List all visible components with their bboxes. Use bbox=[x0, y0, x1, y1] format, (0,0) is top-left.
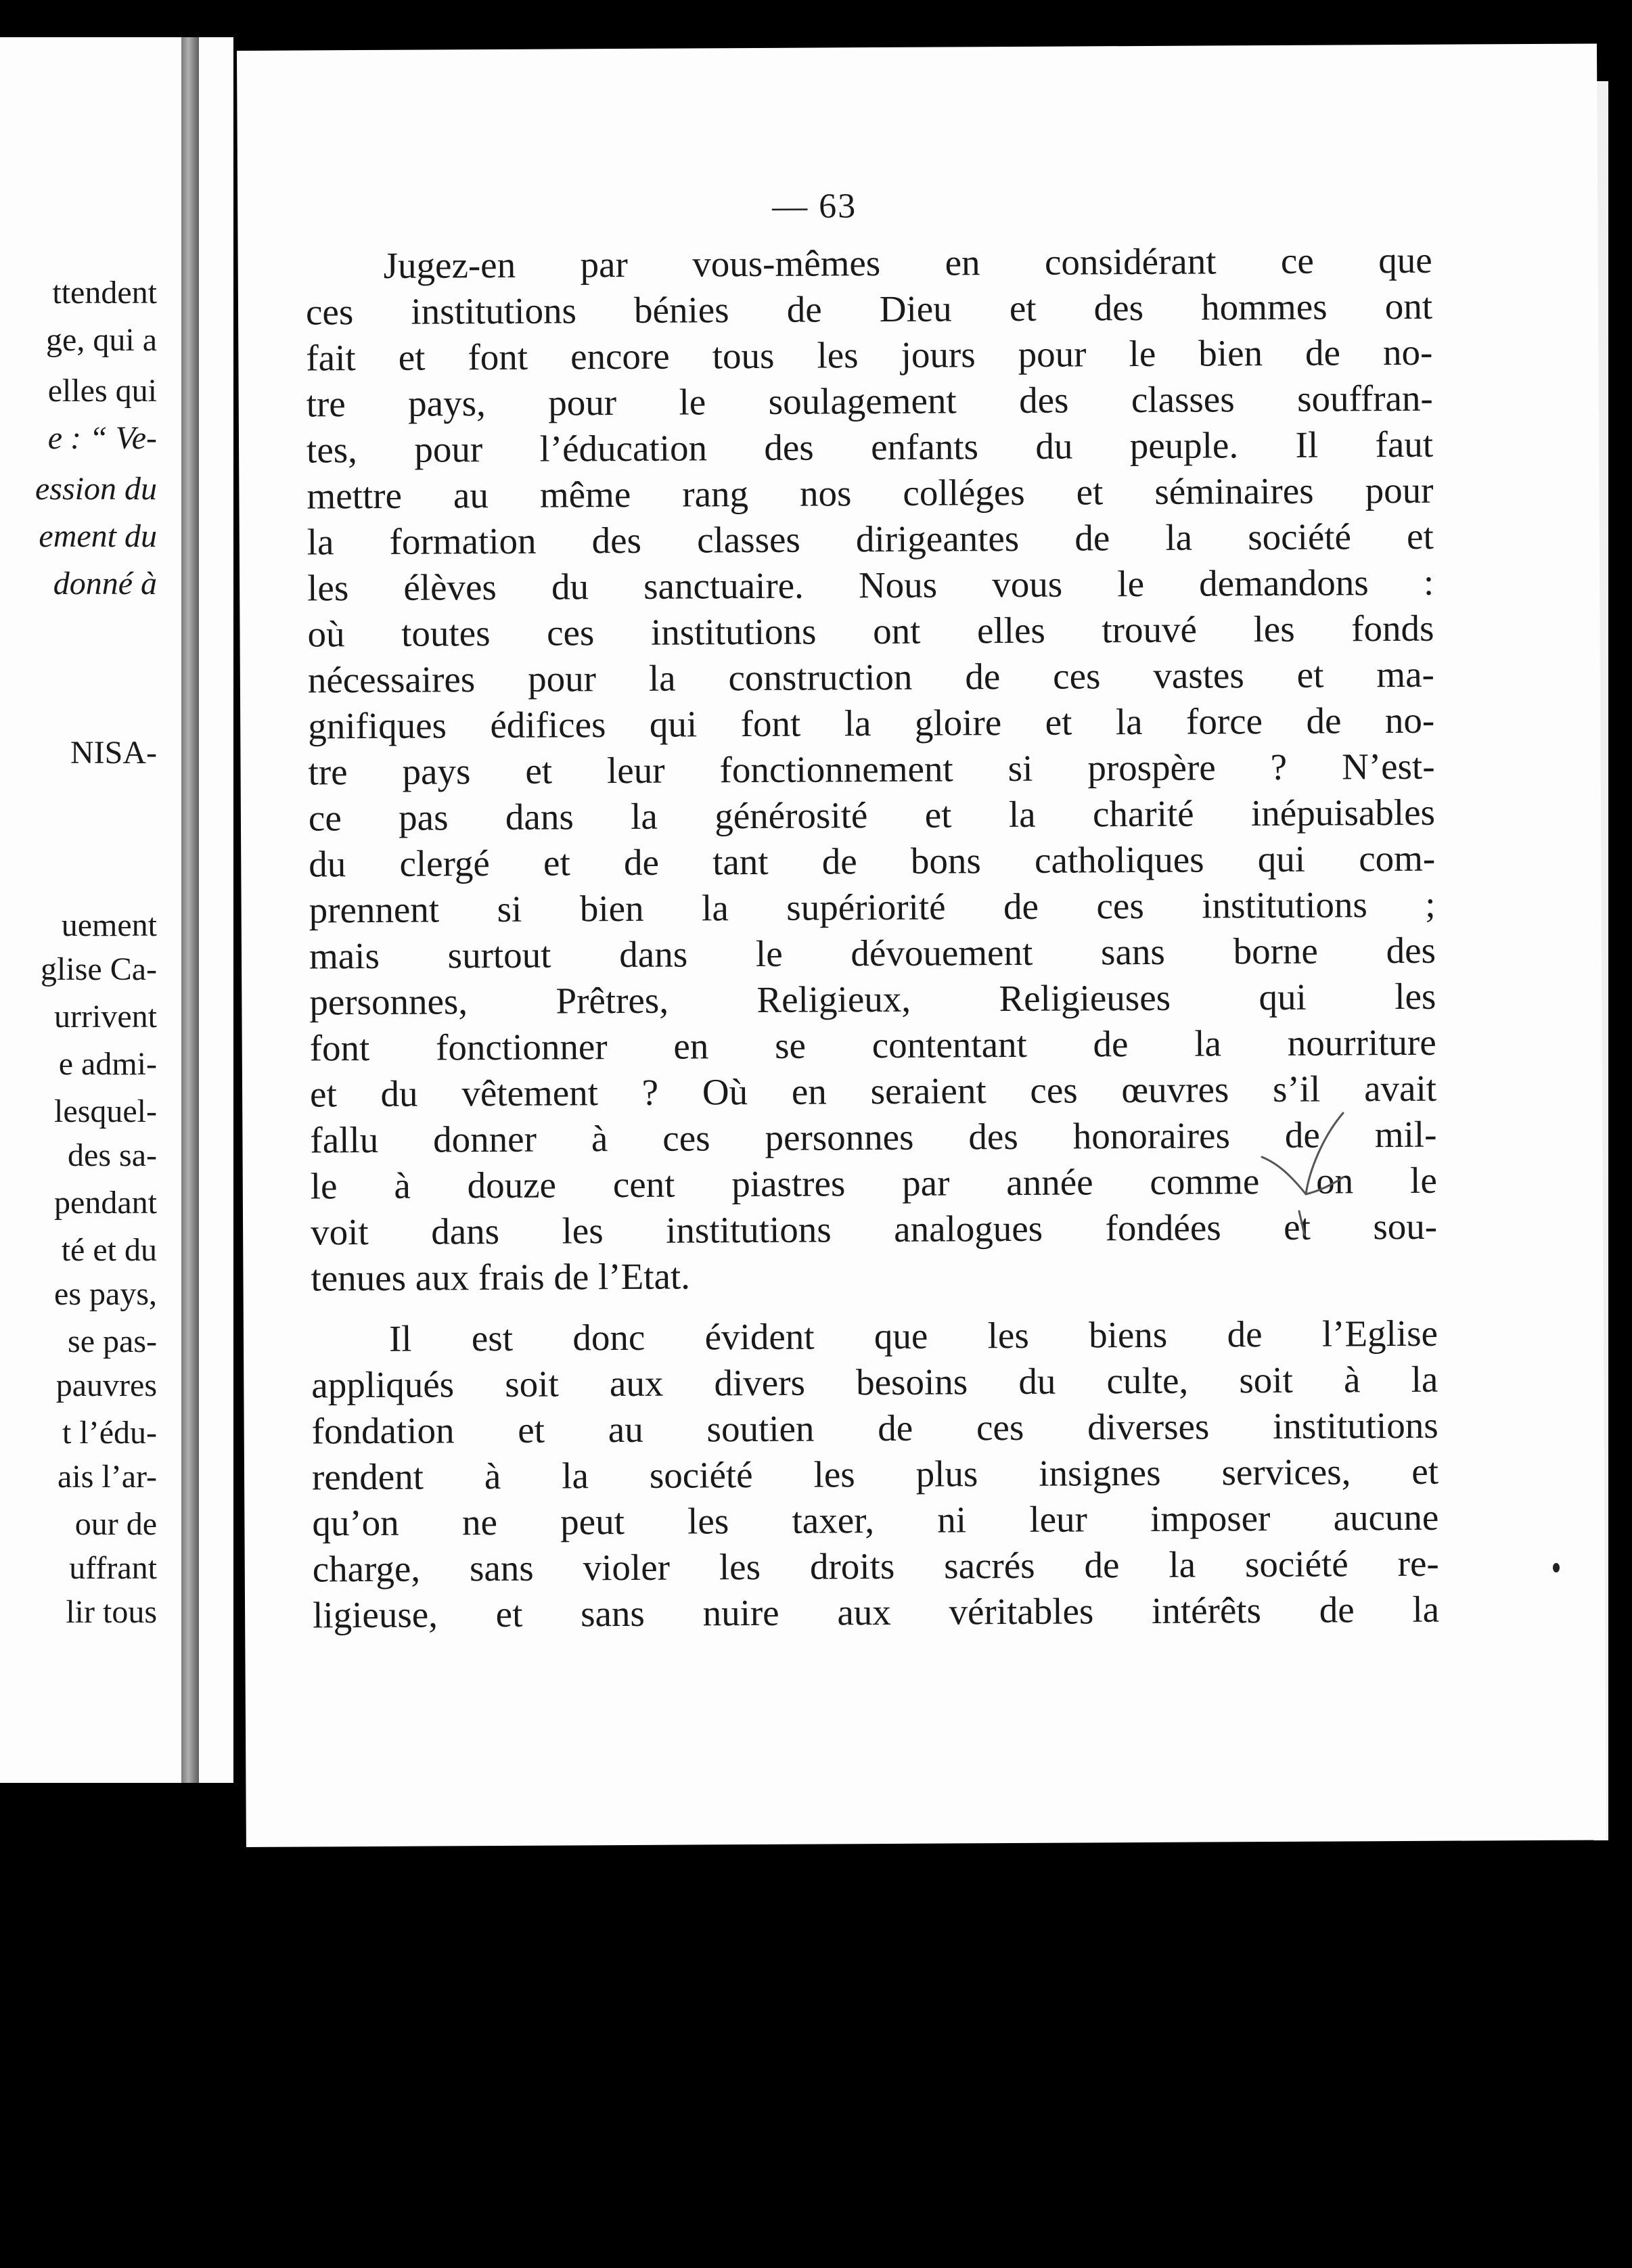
text-line: où toutes ces institutions ont elles trouvé les fonds bbox=[307, 607, 1434, 655]
left-page-line: donné à bbox=[53, 566, 157, 602]
text-line: tes, pour l’éducation des enfants du peuple. Il faut bbox=[306, 423, 1434, 471]
left-page-line: se pas- bbox=[68, 1323, 157, 1359]
left-page-line: uement bbox=[61, 907, 157, 943]
left-page-line: pauvres bbox=[55, 1367, 157, 1403]
text-line: Jugez-en par vous-mêmes en considérant ce que bbox=[383, 239, 1432, 286]
left-page-line: ge, qui a bbox=[46, 322, 157, 358]
left-page-line: lir tous bbox=[66, 1594, 157, 1630]
text-line: mettre au même rang nos colléges et séminaires pour bbox=[307, 469, 1434, 517]
text-line: charge, sans violer les droits sacrés de la société re- bbox=[312, 1542, 1439, 1590]
text-line: tre pays, pour le soulagement des classes souffran- bbox=[306, 377, 1433, 425]
text-line: les élèves du sanctuaire. Nous vous le demandons : bbox=[307, 561, 1434, 609]
text-line: qu’on ne peut les taxer, ni leur imposer aucune bbox=[312, 1496, 1439, 1544]
left-page-line: NISA- bbox=[70, 735, 157, 771]
book-gutter bbox=[181, 37, 199, 1783]
left-page-line: e admi- bbox=[58, 1046, 157, 1082]
text-line: voit dans les institutions analogues fondées et sou- bbox=[310, 1205, 1438, 1253]
text-line: Il est donc évident que les biens de l’Eglise bbox=[388, 1312, 1438, 1359]
text-line: rendent à la société les plus insignes services, et bbox=[311, 1450, 1439, 1498]
margin-dot bbox=[1553, 1563, 1560, 1572]
left-page-line: ttendent bbox=[52, 275, 157, 311]
page-number: — 63 bbox=[772, 187, 857, 226]
text-line: fait et font encore tous les jours pour le bien de no- bbox=[306, 331, 1433, 379]
handwritten-check-mark bbox=[1259, 1110, 1353, 1238]
left-page-line: lesquel- bbox=[54, 1093, 157, 1129]
left-page-line: e : “ Ve- bbox=[47, 420, 157, 456]
text-line: gnifiques édifices qui font la gloire et la force de no- bbox=[308, 699, 1435, 747]
text-line: nécessaires pour la construction de ces vastes et ma- bbox=[307, 653, 1435, 701]
left-page-line: elles qui bbox=[47, 373, 157, 409]
left-page-line: té et du bbox=[61, 1232, 157, 1268]
text-line: le à douze cent piastres par année comme on le bbox=[310, 1159, 1437, 1207]
body-text bbox=[305, 237, 1439, 1639]
text-line: prennent si bien la supériorité de ces institutions ; bbox=[309, 883, 1436, 931]
left-page-line: pendant bbox=[54, 1185, 157, 1221]
left-page-line: des sa- bbox=[68, 1137, 157, 1173]
left-page-line: t l’édu- bbox=[62, 1415, 157, 1451]
left-page-line: ession du bbox=[35, 471, 157, 507]
text-line: appliqués soit aux divers besoins du culte, soit à la bbox=[311, 1358, 1438, 1406]
text-line: tenues aux frais de l’Etat. bbox=[311, 1255, 691, 1299]
text-line: la formation des classes dirigeantes de la société et bbox=[307, 515, 1434, 563]
text-line: font fonctionner en se contentant de la nourriture bbox=[309, 1021, 1436, 1069]
right-page bbox=[237, 43, 1606, 1846]
left-page-line: glise Ca- bbox=[41, 951, 157, 987]
text-line: fondation et au soutien de ces diverses institutions bbox=[311, 1404, 1438, 1452]
left-page-line: es pays, bbox=[54, 1276, 157, 1312]
left-page-line: ais l’ar- bbox=[58, 1459, 157, 1495]
text-line: et du vêtement ? Où en seraient ces œuvres s’il avait bbox=[309, 1067, 1437, 1115]
left-page-line: ement du bbox=[39, 518, 157, 554]
text-line: mais surtout dans le dévouement sans borne des bbox=[309, 929, 1436, 977]
text-line: ces institutions bénies de Dieu et des hommes ont bbox=[305, 285, 1433, 333]
left-page-line: urrivent bbox=[54, 999, 157, 1035]
text-line: tre pays et leur fonctionnement si prospère ? N’est- bbox=[308, 745, 1435, 793]
text-line: fallu donner à ces personnes des honoraires de mil- bbox=[310, 1113, 1437, 1161]
left-page-line: our de bbox=[74, 1506, 157, 1542]
text-line: personnes, Prêtres, Religieux, Religieuses qui les bbox=[309, 975, 1436, 1023]
text-line: ce pas dans la générosité et la charité inépuisables bbox=[308, 791, 1436, 839]
text-line: ligieuse, et sans nuire aux véritables intérêts de la bbox=[312, 1588, 1440, 1636]
text-line: du clergé et de tant de bons catholiques qui com- bbox=[309, 837, 1436, 885]
left-page-line: uffrant bbox=[69, 1550, 157, 1586]
